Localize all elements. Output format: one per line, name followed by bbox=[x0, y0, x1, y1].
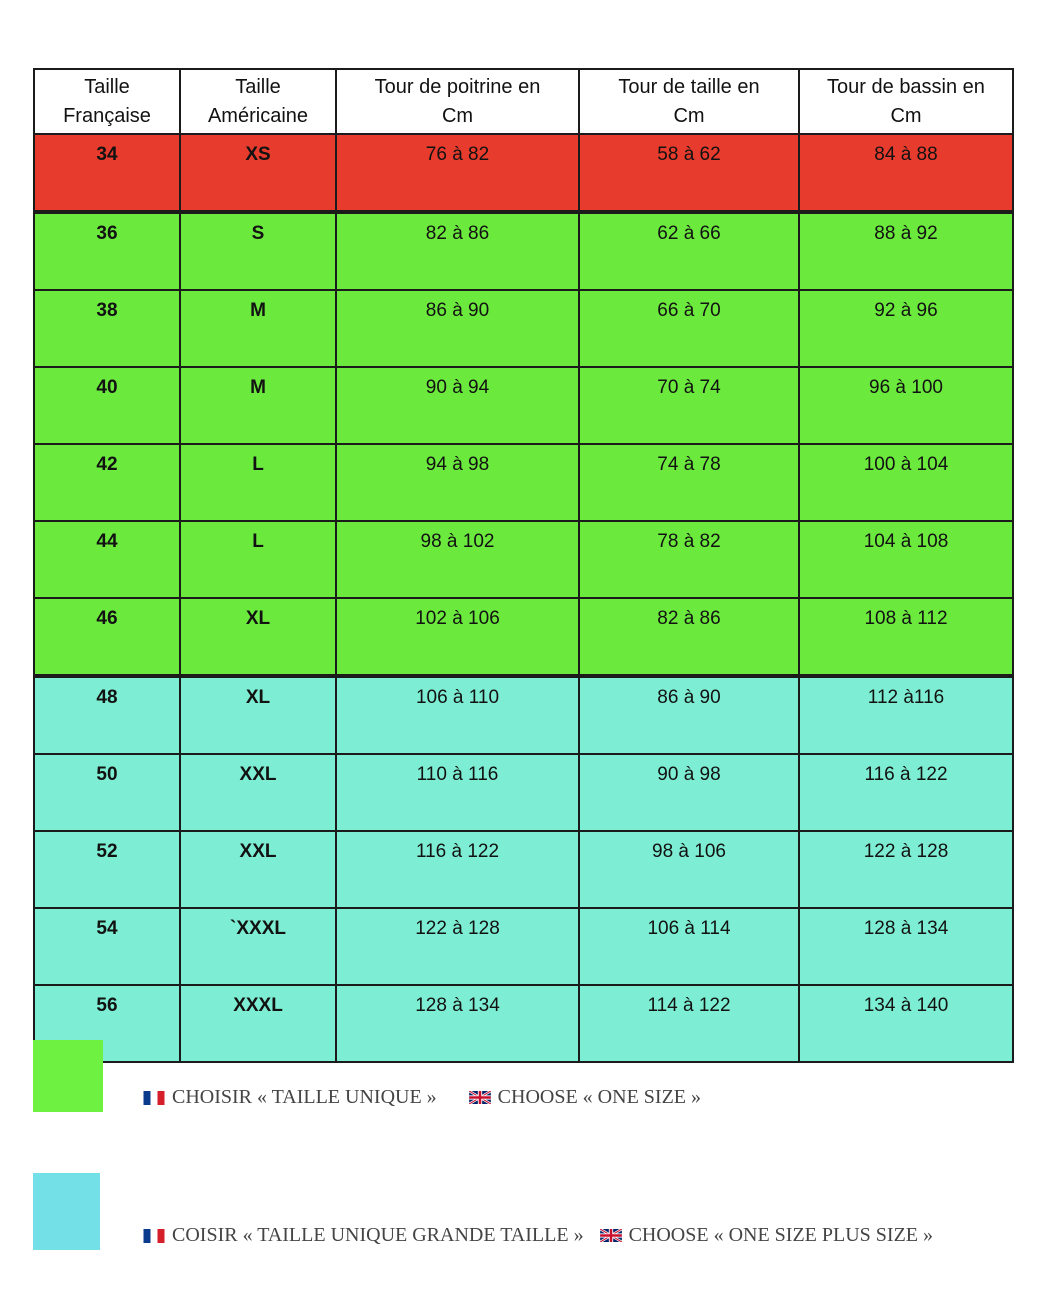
one-size-legend bbox=[143, 1086, 701, 1109]
cell-american-size: XL bbox=[180, 598, 336, 676]
cell-hips-range: 92 à 96 bbox=[799, 290, 1013, 367]
cell-chest-range: 82 à 86 bbox=[336, 212, 579, 290]
cell-french-size: 36 bbox=[34, 212, 180, 290]
cell-american-size: XXL bbox=[180, 754, 336, 831]
cell-american-size: XXL bbox=[180, 831, 336, 908]
plus-size-label-en: CHOOSE « ONE SIZE PLUS SIZE » bbox=[628, 1224, 934, 1246]
cell-american-size: M bbox=[180, 290, 336, 367]
cell-french-size: 42 bbox=[34, 444, 180, 521]
table-row bbox=[34, 444, 1013, 521]
cell-american-size: XL bbox=[180, 676, 336, 754]
header-french-size bbox=[34, 69, 180, 134]
cell-hips-range: 88 à 92 bbox=[799, 212, 1013, 290]
cell-waist-range: 66 à 70 bbox=[579, 290, 799, 367]
france-flag-icon bbox=[143, 1229, 165, 1243]
cell-chest-range: 116 à 122 bbox=[336, 831, 579, 908]
one-size-label-en: CHOOSE « ONE SIZE » bbox=[497, 1086, 702, 1108]
size-chart-table bbox=[33, 68, 1014, 1063]
uk-flag-icon bbox=[600, 1229, 622, 1242]
cell-waist-range: 78 à 82 bbox=[579, 521, 799, 598]
cell-chest-range: 128 à 134 bbox=[336, 985, 579, 1062]
cell-american-size: S bbox=[180, 212, 336, 290]
cell-french-size: 48 bbox=[34, 676, 180, 754]
cell-hips-range: 122 à 128 bbox=[799, 831, 1013, 908]
table-row bbox=[34, 367, 1013, 444]
table-row bbox=[34, 290, 1013, 367]
cell-chest-range: 86 à 90 bbox=[336, 290, 579, 367]
table-row bbox=[34, 985, 1013, 1062]
cell-hips-range: 100 à 104 bbox=[799, 444, 1013, 521]
cell-waist-range: 82 à 86 bbox=[579, 598, 799, 676]
cell-chest-range: 94 à 98 bbox=[336, 444, 579, 521]
cell-french-size: 44 bbox=[34, 521, 180, 598]
cell-american-size: XXXL bbox=[180, 985, 336, 1062]
plus-size-label-fr: COISIR « TAILLE UNIQUE GRANDE TAILLE » bbox=[172, 1224, 584, 1246]
table-row bbox=[34, 598, 1013, 676]
cell-chest-range: 76 à 82 bbox=[336, 134, 579, 212]
cell-hips-range: 128 à 134 bbox=[799, 908, 1013, 985]
one-size-color-swatch bbox=[33, 1040, 103, 1112]
cell-hips-range: 134 à 140 bbox=[799, 985, 1013, 1062]
cell-french-size: 34 bbox=[34, 134, 180, 212]
header-line: Tour de taille en bbox=[618, 75, 760, 98]
cell-hips-range: 112 à116 bbox=[799, 676, 1013, 754]
table-row bbox=[34, 134, 1013, 212]
cell-french-size: 38 bbox=[34, 290, 180, 367]
header-line: Taille bbox=[235, 75, 281, 98]
cell-chest-range: 110 à 116 bbox=[336, 754, 579, 831]
header-line: Cm bbox=[890, 104, 922, 127]
header-line: Taille bbox=[84, 75, 130, 98]
cell-waist-range: 86 à 90 bbox=[579, 676, 799, 754]
cell-waist-range: 62 à 66 bbox=[579, 212, 799, 290]
cell-hips-range: 96 à 100 bbox=[799, 367, 1013, 444]
header-line: Française bbox=[63, 104, 151, 127]
header-line: Américaine bbox=[207, 104, 309, 127]
header-row bbox=[34, 69, 1013, 134]
cell-american-size: M bbox=[180, 367, 336, 444]
cell-french-size: 52 bbox=[34, 831, 180, 908]
header-line: Tour de poitrine en bbox=[374, 75, 541, 98]
header-line: Cm bbox=[441, 104, 474, 127]
cell-hips-range: 104 à 108 bbox=[799, 521, 1013, 598]
cell-waist-range: 106 à 114 bbox=[579, 908, 799, 985]
table-row bbox=[34, 212, 1013, 290]
uk-flag-icon bbox=[469, 1091, 491, 1104]
cell-waist-range: 114 à 122 bbox=[579, 985, 799, 1062]
plus-size-legend bbox=[143, 1224, 933, 1247]
plus-size-color-swatch bbox=[33, 1173, 100, 1250]
cell-chest-range: 90 à 94 bbox=[336, 367, 579, 444]
cell-french-size: 46 bbox=[34, 598, 180, 676]
cell-chest-range: 106 à 110 bbox=[336, 676, 579, 754]
cell-french-size: 50 bbox=[34, 754, 180, 831]
cell-american-size: `XXXL bbox=[180, 908, 336, 985]
cell-french-size: 56 bbox=[34, 985, 180, 1062]
header-line: Tour de bassin en bbox=[827, 75, 985, 98]
cell-french-size: 54 bbox=[34, 908, 180, 985]
header-waist bbox=[579, 69, 799, 134]
cell-french-size: 40 bbox=[34, 367, 180, 444]
header-chest bbox=[336, 69, 579, 134]
cell-hips-range: 108 à 112 bbox=[799, 598, 1013, 676]
table-row bbox=[34, 754, 1013, 831]
header-line: Cm bbox=[673, 104, 705, 127]
header-american-size bbox=[180, 69, 336, 134]
cell-waist-range: 74 à 78 bbox=[579, 444, 799, 521]
table-row bbox=[34, 831, 1013, 908]
cell-chest-range: 102 à 106 bbox=[336, 598, 579, 676]
cell-american-size: XS bbox=[180, 134, 336, 212]
table-row bbox=[34, 521, 1013, 598]
cell-hips-range: 84 à 88 bbox=[799, 134, 1013, 212]
cell-chest-range: 122 à 128 bbox=[336, 908, 579, 985]
cell-waist-range: 98 à 106 bbox=[579, 831, 799, 908]
france-flag-icon bbox=[143, 1091, 165, 1105]
one-size-label-fr: CHOISIR « TAILLE UNIQUE » bbox=[172, 1086, 437, 1108]
header-hips bbox=[799, 69, 1013, 134]
cell-chest-range: 98 à 102 bbox=[336, 521, 579, 598]
cell-waist-range: 90 à 98 bbox=[579, 754, 799, 831]
cell-hips-range: 116 à 122 bbox=[799, 754, 1013, 831]
cell-waist-range: 70 à 74 bbox=[579, 367, 799, 444]
cell-american-size: L bbox=[180, 521, 336, 598]
table-row bbox=[34, 908, 1013, 985]
cell-american-size: L bbox=[180, 444, 336, 521]
cell-waist-range: 58 à 62 bbox=[579, 134, 799, 212]
table-row bbox=[34, 676, 1013, 754]
